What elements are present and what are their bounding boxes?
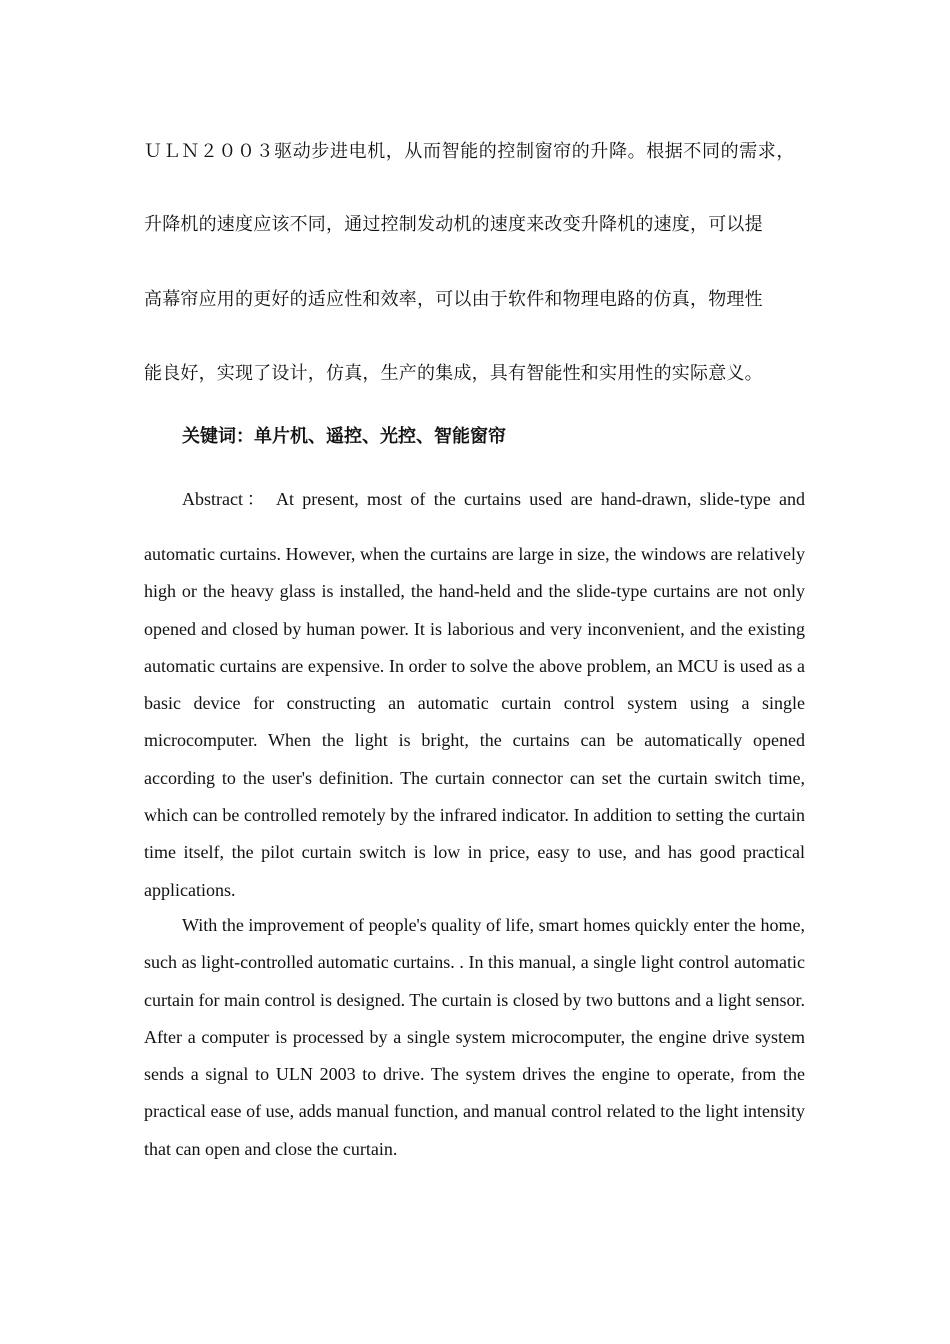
chinese-abstract-line-3: 高幕帘应用的更好的适应性和效率，可以由于软件和物理电路的仿真，物理性 — [144, 289, 763, 310]
keywords-line: 关键词：单片机、遥控、光控、智能窗帘 — [182, 426, 506, 447]
chinese-abstract-line-4: 能良好，实现了设计，仿真，生产的集成，具有智能性和实用性的实际意义。 — [144, 363, 763, 384]
abstract-body: automatic curtains. However, when the curtains are large in size, the windows are relatively high or the heavy glass is installed, the hand-held and the slide-type curtains are not only opened and closed by human power. It is laborious and very inconvenient, and the existing automatic curtains are expensive. In order to solve the above problem, an MCU is used as a basic device for constructing an automatic curtain control system using a single microcomputer. When the light is bright, the curtains can be automatically opened according to the user's definition. The curtain connector can set the curtain switch time, which can be controlled remotely by the infrared indicator. In addition to setting the curtain time itself, the pilot curtain switch is low in price, easy to use, and has good practical applications. — [144, 544, 805, 900]
body-paragraph-2: With the improvement of people's quality of life, smart homes quickly enter the home, such as light-controlled automatic curtains. . In this manual, a single light control automatic curtain for main control is designed. The curtain is closed by two buttons and a light sensor. After a computer is processed by a single system microcomputer, the engine drive system sends a signal to ULN 2003 to drive. The system drives the engine to operate, from the practical ease of use, adds manual function, and manual control related to the light intensity that can open and close the curtain. — [144, 915, 805, 1159]
chinese-abstract-line-1: ＵＬＮ２００３驱动步进电机，从而智能的控制窗帘的升降。根据不同的需求， — [144, 141, 795, 162]
chinese-abstract-line-2: 升降机的速度应该不同，通过控制发动机的速度来改变升降机的速度，可以提 — [144, 214, 763, 235]
abstract-first-line: Abstract： At present, most of the curtains used are hand-drawn, slide-type and — [182, 489, 805, 509]
